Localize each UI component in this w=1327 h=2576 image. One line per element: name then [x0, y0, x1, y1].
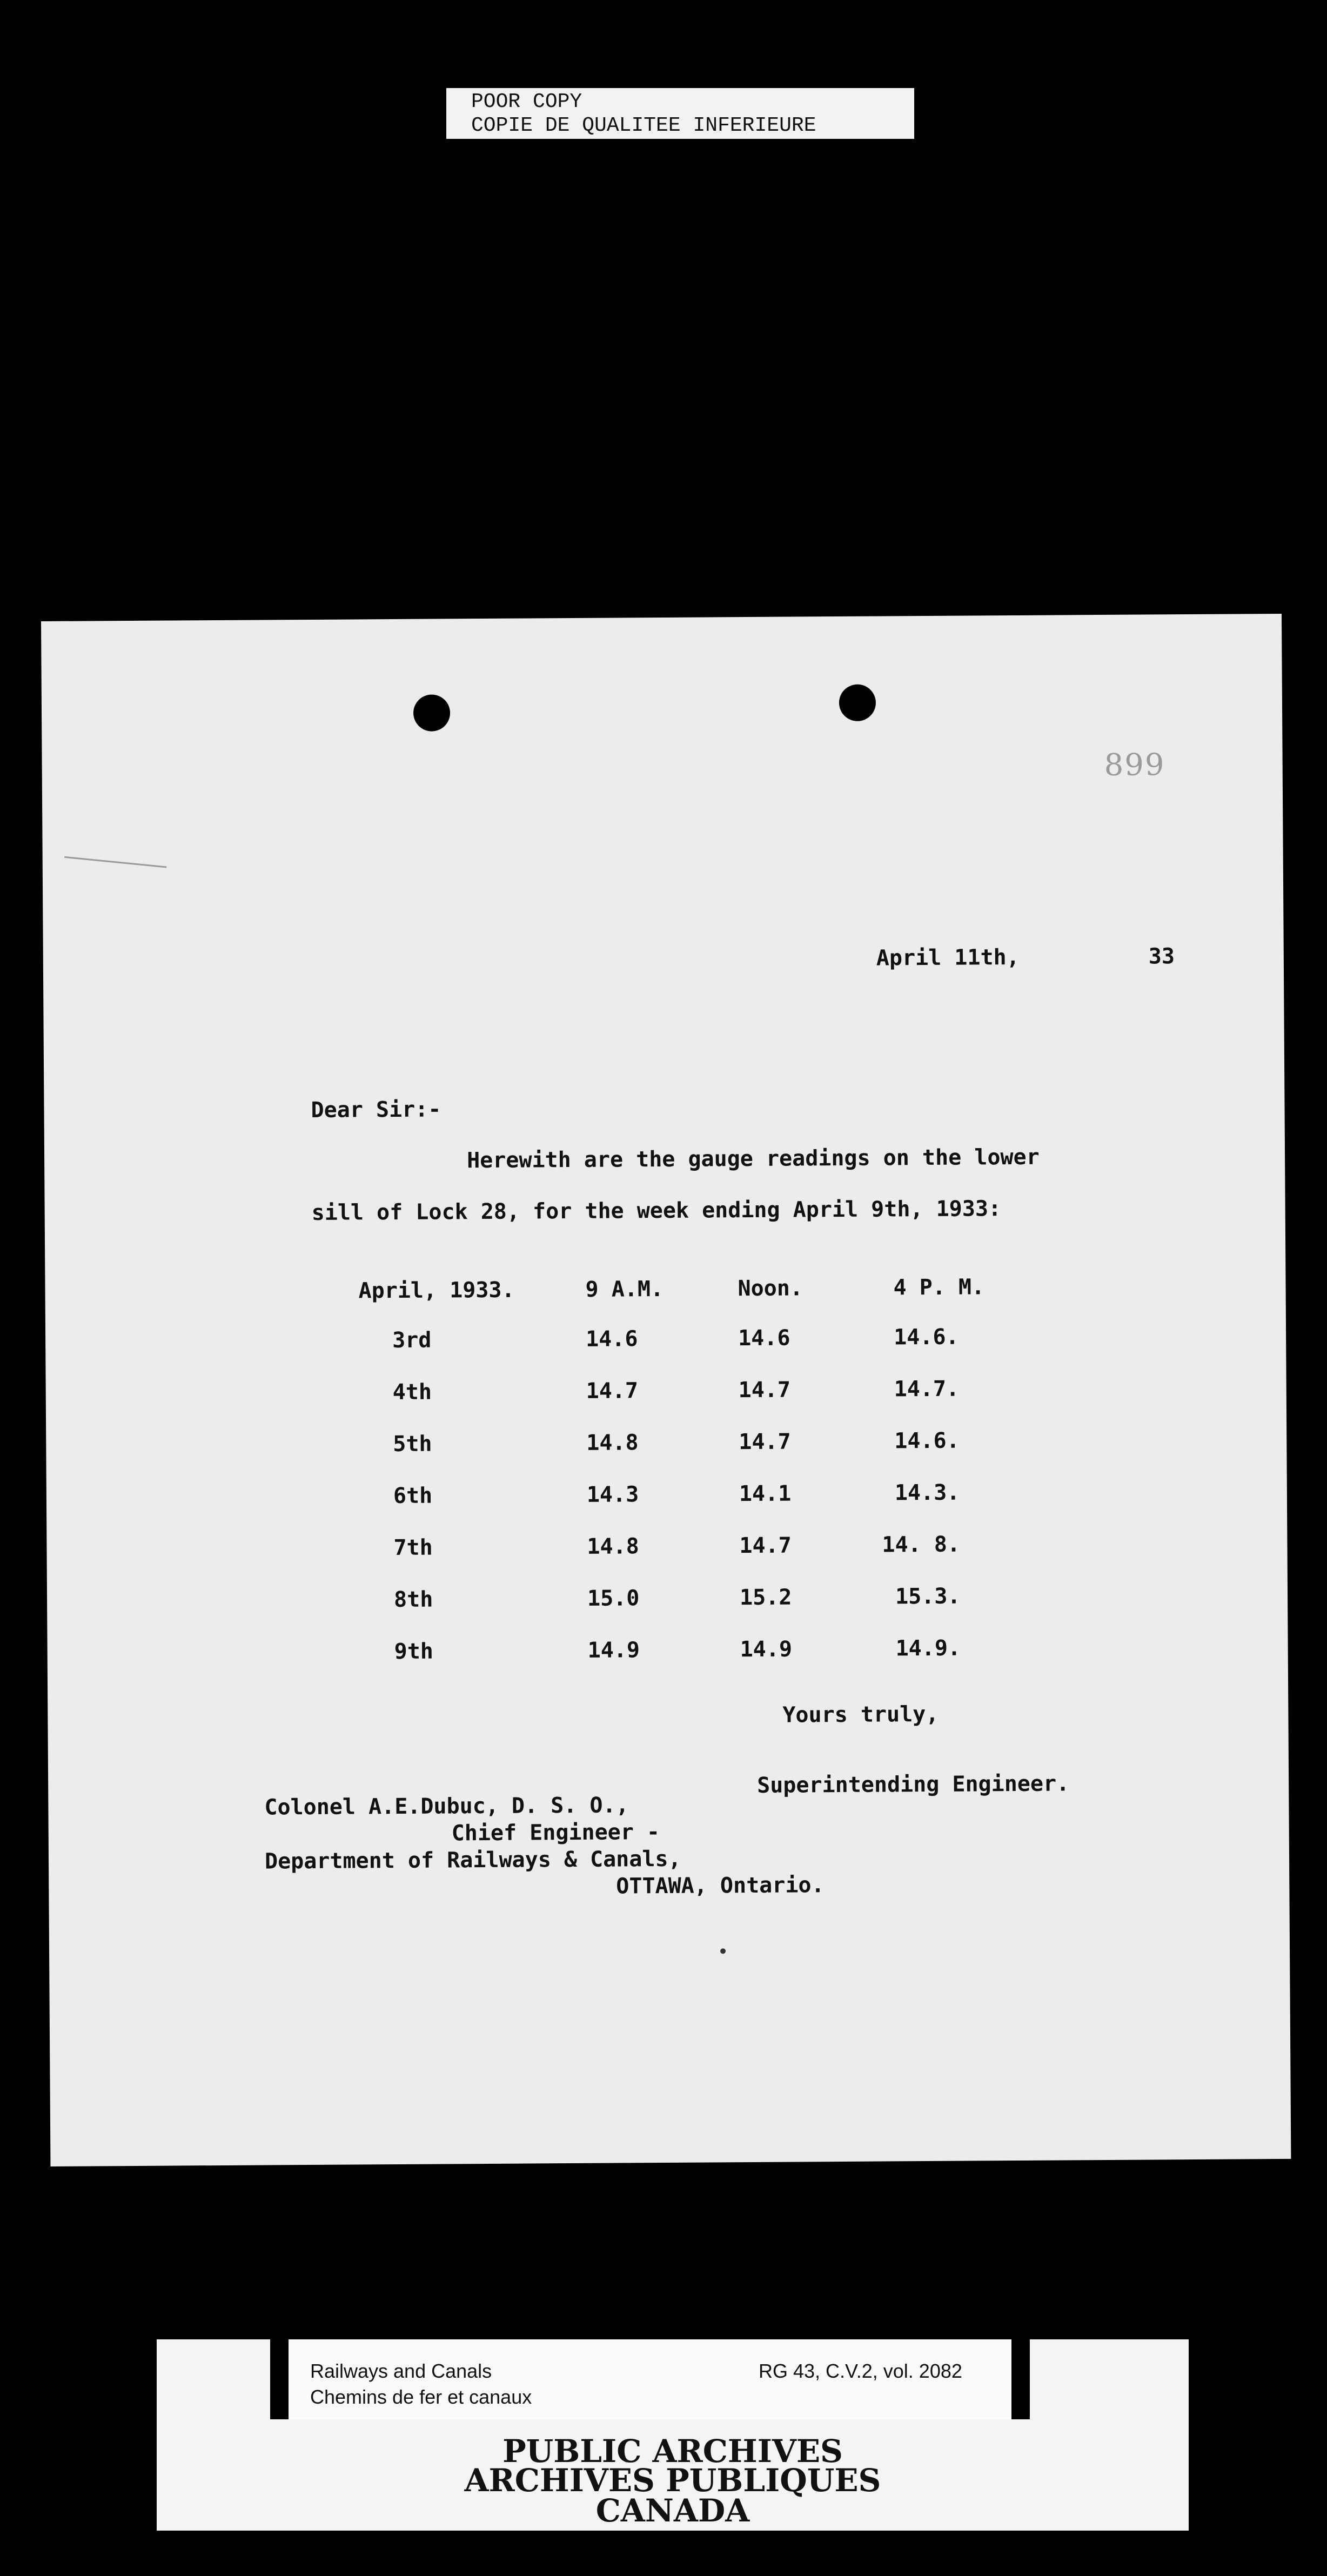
- row-4pm: 14.9.: [895, 1635, 961, 1661]
- row-noon: 14.1: [739, 1481, 792, 1507]
- row-noon: 14.7: [739, 1533, 792, 1559]
- folio-number: 899: [1104, 747, 1165, 783]
- row-4pm: 14.7.: [894, 1376, 960, 1402]
- archive-title-english: PUBLIC ARCHIVES: [502, 2433, 843, 2470]
- row-9am: 15.0: [587, 1586, 640, 1611]
- fonds-name-english: Railways and Canals: [310, 2360, 492, 2382]
- archive-reference-strip: [270, 2339, 1030, 2419]
- fonds-name-french: Chemins de fer et canaux: [310, 2386, 532, 2408]
- row-day: 5th: [393, 1431, 432, 1457]
- archive-title-french: ARCHIVES PUBLIQUES: [464, 2462, 881, 2499]
- table-header-9am: 9 A.M.: [585, 1276, 664, 1302]
- letter-date: April 11th,: [876, 944, 1020, 971]
- poor-copy-stamp: [446, 88, 914, 139]
- row-noon: 14.7: [738, 1377, 791, 1403]
- row-day: 8th: [393, 1587, 433, 1613]
- row-9am: 14.8: [586, 1430, 639, 1455]
- row-noon: 14.9: [740, 1636, 793, 1662]
- row-day: 4th: [392, 1379, 432, 1405]
- table-header-date: April, 1933.: [358, 1277, 515, 1304]
- row-9am: 14.7: [586, 1378, 639, 1404]
- letter-sheet: [41, 614, 1291, 2166]
- row-day: 7th: [393, 1535, 433, 1561]
- body-line-1: Herewith are the gauge readings on the lower: [466, 1144, 1040, 1173]
- archive-label: [157, 2339, 1189, 2531]
- salutation: Dear Sir:-: [311, 1097, 441, 1123]
- row-4pm: 14. 8.: [882, 1532, 961, 1558]
- row-4pm: 14.6.: [894, 1428, 960, 1454]
- letter-year: 33: [1148, 944, 1175, 969]
- stamp-line-french: COPIE DE QUALITEE INFERIEURE: [471, 114, 816, 137]
- table-header-4pm: 4 P. M.: [893, 1274, 985, 1300]
- row-noon: 15.2: [739, 1585, 792, 1611]
- row-noon: 14.7: [739, 1429, 791, 1455]
- row-day: 6th: [393, 1483, 433, 1509]
- paper-mark: [64, 856, 166, 868]
- archive-reference: RG 43, C.V.2, vol. 2082: [759, 2360, 962, 2382]
- row-4pm: 14.6.: [893, 1324, 959, 1350]
- letter-closing: Yours truly,: [782, 1701, 939, 1728]
- ink-dot: [720, 1948, 726, 1954]
- addressee-city: OTTAWA, Ontario.: [616, 1873, 825, 1899]
- row-day: 3rd: [392, 1327, 432, 1353]
- body-line-2: sill of Lock 28, for the week ending April 9th, 1933:: [311, 1196, 1002, 1225]
- row-noon: 14.6: [738, 1325, 790, 1351]
- stamp-line-english: POOR COPY: [471, 90, 582, 113]
- row-9am: 14.6: [585, 1326, 638, 1352]
- row-4pm: 15.3.: [895, 1584, 961, 1609]
- archive-country: CANADA: [595, 2492, 750, 2529]
- addressee-title: Chief Engineer -: [451, 1820, 660, 1846]
- signature-title: Superintending Engineer.: [757, 1771, 1070, 1798]
- addressee-department: Department of Railways & Canals,: [264, 1846, 681, 1874]
- punch-hole-left: [413, 694, 450, 731]
- row-day: 9th: [394, 1639, 434, 1665]
- row-4pm: 14.3.: [894, 1480, 960, 1506]
- row-9am: 14.3: [586, 1482, 639, 1507]
- row-9am: 14.8: [587, 1534, 639, 1559]
- table-header-noon: Noon.: [738, 1276, 803, 1302]
- punch-hole-right: [839, 685, 876, 721]
- addressee-name: Colonel A.E.Dubuc, D. S. O.,: [264, 1793, 629, 1820]
- row-9am: 14.9: [587, 1638, 640, 1663]
